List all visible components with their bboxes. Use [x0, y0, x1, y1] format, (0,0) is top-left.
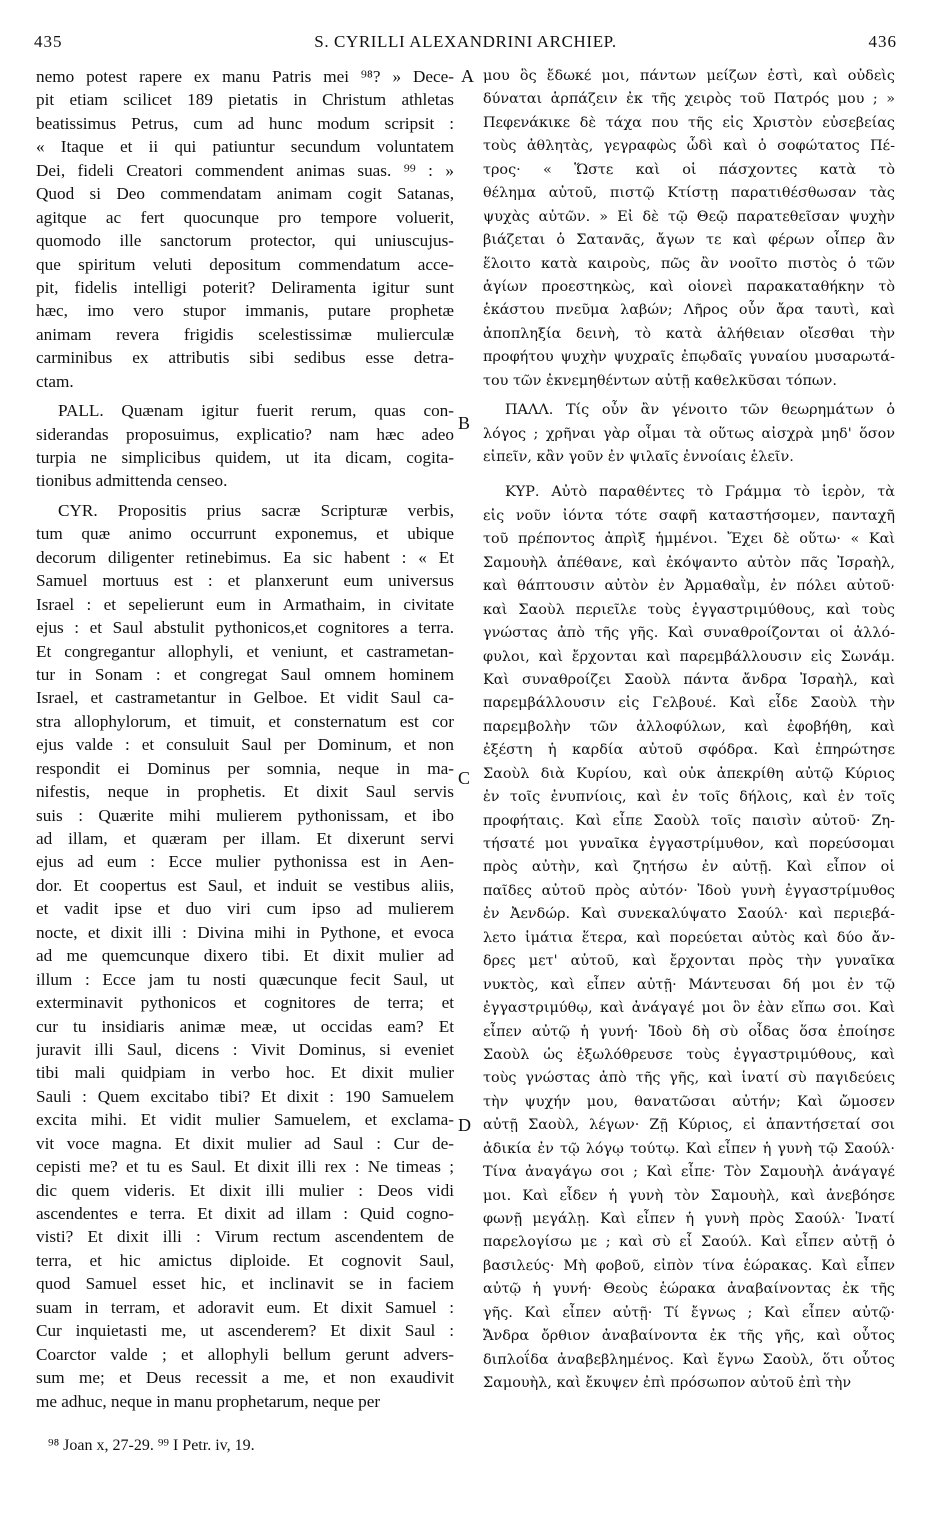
latin-text-line: exterminavit pythonicos et cognitores de terra; et: [36, 993, 454, 1013]
right-page-number: 436: [868, 32, 897, 51]
greek-text-line: φυλοι, καὶ ἔρχονται καὶ παρεμβάλλουσιν εἰς Σωνάμ.: [483, 648, 895, 665]
latin-text-line: stra allophylorum, et timuit, et consternatum est cor: [36, 711, 454, 731]
latin-text-line: CYR. Propositis prius sacræ Scripturæ verbis,: [58, 500, 454, 520]
margin-letter-a: A: [461, 66, 474, 86]
greek-text-line: λετο ἱμάτια ἕτερα, καὶ πορεύεται αὐτὸς καὶ δύο ἄν-: [483, 929, 895, 946]
latin-text-line: dor. Et coopertus est Saul, et induit se vestibus aliis,: [36, 875, 454, 895]
greek-text-line: θέλημα αὐτοῦ, πιστῷ Κτίστῃ παρατιθέσθωσαν τὰς: [483, 185, 895, 202]
greek-text-line: του τῶν ἐκνεμηθέντων αὐτῇ καθελκῦσαι τόπων.: [483, 372, 837, 389]
latin-text-line: animam revera frigidis scelestissimæ mulierculæ: [36, 324, 454, 344]
running-title: S. CYRILLI ALEXANDRINI ARCHIEP.: [314, 32, 617, 51]
latin-text-line: nifestis, neque in prophetis. Et dixit Saul servis: [36, 782, 454, 802]
latin-text-line: terra, et hic amictus diploide. Et cognovit Saul,: [36, 1250, 454, 1270]
greek-text-line: μοι. Καὶ εἶδεν ἡ γυνὴ τὸν Σαμουὴλ, καὶ ἀνεβόησε: [483, 1187, 895, 1204]
latin-text-line: quomodo ille sanctorum protector, qui uniuscujus-: [36, 231, 454, 251]
latin-text-line: Israel, et castrametantur in Gelboe. Et vidit Saul ca-: [36, 688, 454, 708]
latin-text-line: cur tu insidiaris animæ meæ, ut occidas eam? Et: [36, 1016, 454, 1036]
greek-text-line: καὶ Σαοὺλ περιεῖλε τοὺς ἐγγαστριμύθους, καὶ τοὺς: [483, 601, 895, 618]
latin-text-line: nemo potest rapere ex manu Patris mei ⁹⁸? » Dece-: [36, 67, 454, 86]
greek-text-line: Πεφενάκικε δὲ τάχα που τῆς εἰς Χριστὸν εὐσεβείας: [483, 114, 895, 131]
latin-text-line: excita mihi. Et vidit mulier Samuelem, et exclama-: [36, 1110, 454, 1130]
latin-text-line: turpia ne simplicibus quidem, ut ita dicam, cogita-: [36, 448, 454, 467]
greek-text-line: ἐξέστη ἡ καρδία αὐτοῦ σφόδρα. Καὶ ἐπηρώτησε: [483, 742, 895, 759]
greek-text-line: νυκτὸς, καὶ εἶπεν αὐτῇ· Μάντευσαι δή μοι ἐν τῷ: [483, 976, 895, 993]
latin-text-line: tibi mali quidpiam in verbo hoc. Et dixit mulier: [36, 1063, 454, 1083]
greek-text-line: φωνῇ μεγάλῃ. Καὶ εἶπεν ἡ γυνὴ πρὸς Σαούλ· Ἱνατί: [483, 1211, 895, 1227]
latin-text-line: Cur inquietasti me, ut ascenderem? Et dixit Saul :: [36, 1321, 454, 1341]
greek-text-line: βιάζεται ὁ Σατανᾶς, ἄγων τε καὶ φέρων οἷπερ ἂν: [483, 232, 895, 249]
greek-text-line: ἐν Ἀενδώρ. Καὶ συνεκαλύψατο Σαούλ· καὶ περιεβά-: [483, 906, 895, 923]
greek-text-line: Σαμουὴλ, καὶ ἔκυψεν ἐπὶ πρόσωπον αὐτοῦ ἐπὶ τὴν: [483, 1375, 852, 1392]
greek-text-line: παρεμβάλλουσιν εἰς Γελβουέ. Καὶ εἶδε Σαοὺλ τὴν: [483, 695, 895, 712]
latin-text-line: me adhuc, neque in manu prophetarum, neque per: [36, 1391, 381, 1411]
latin-text-line: ejus ad eum : Ecce mulier pythonissa est in Aen-: [36, 852, 454, 872]
latin-text-line: Dei, fideli Creatori commendent animas suas. ⁹⁹ : »: [36, 160, 454, 180]
greek-text-line: δύναται ἁρπάζειν ἐκ τῆς χειρὸς τοῦ Πατρός μου ; »: [483, 91, 895, 108]
greek-text-line: εἰπεῖν, κἂν γοῦν ἐν ψιλαῖς ἐννοίαις ἑλεῖν.: [483, 449, 794, 465]
greek-text-line: προφήτου ψυχὴν ψυχραῖς ἐπῳδαῖς γυναίου μυσαρωτά-: [483, 349, 895, 366]
greek-text-line: ΚΥΡ. Αὐτὸ παραθέντες τὸ Γράμμα τὸ ἱερὸν, τὰ: [505, 484, 895, 501]
latin-text-line: vit voce magna. Et dixit mulier ad Saul : Cur de-: [36, 1133, 454, 1153]
greek-text-line: ΠΑΛΛ. Τίς οὖν ἂν γένοιτο τῶν θεωρημάτων ὁ: [505, 402, 895, 419]
latin-text-line: agitque ac fert quocunque pro tempore voluerit,: [36, 207, 454, 227]
latin-text-line: suis : Quærite mihi mulierem pythonissam, et ibo: [36, 805, 454, 825]
greek-text-line: προφήταις. Καὶ εἶπε Σαοὺλ τοῖς παισὶν αὐτοῦ· Ζη-: [483, 812, 895, 829]
latin-text-line: ad me quemcunque dixero tibi. Et dixit mulier ad: [36, 946, 454, 966]
latin-text-line: pit etiam scilicet 189 pietatis in Christum athletas: [36, 90, 454, 110]
left-page-number: 435: [34, 32, 63, 51]
latin-text-line: ejus valde : et consuluit Saul per Dominum, et non: [36, 735, 454, 755]
footnotes: ⁹⁸ Joan x, 27-29. ⁹⁹ I Petr. iv, 19.: [48, 1437, 255, 1454]
latin-column: [36, 65, 454, 1413]
greek-text-line: δρες μετ' αὐτοῦ, καὶ ἔρχονται πρὸς τὴν γυναῖκα: [483, 953, 895, 970]
greek-text-line: Σαοὺλ διὰ Κυρίου, καὶ οὐκ ἀπεκρίθη αὐτῷ Κύριος: [483, 765, 895, 782]
page-header: [34, 32, 897, 56]
latin-text-line: ejus : et Saul abstulit pythonicos,et cognitores a terra.: [36, 618, 454, 638]
greek-text-line: τὴν ψυχήν μου, θανατῶσαι αὐτήν; Καὶ ὤμοσεν: [483, 1093, 895, 1110]
latin-text-line: PALL. Quænam igitur fuerit rerum, quas con-: [58, 401, 454, 421]
greek-text-line: ἀδικία ἐν τῷ λόγῳ τούτῳ. Καὶ εἶπεν ἡ γυνὴ τῷ Σαούλ·: [483, 1140, 895, 1157]
greek-text-line: διπλοΐδα ἀναβεβλημένος. Καὶ ἔγνω Σαοὺλ, ὅτι οὗτος: [483, 1351, 895, 1368]
greek-text-line: τοὺς γνώστας ἀπὸ τῆς γῆς, καὶ ἱνατί σὺ παγιδεύεις: [483, 1070, 895, 1087]
greek-text-line: Ἄνδρα ὄρθιον ἀναβαίνοντα ἐκ τῆς γῆς, καὶ οὗτος: [483, 1328, 895, 1345]
latin-text-line: ad illam, et quæram per illam. Et dixerunt servi: [36, 829, 454, 848]
greek-text-line: ἐν τοῖς ἐνυπνίοις, καὶ ἐν τοῖς δήλοις, καὶ ἐν τοῖς: [483, 789, 895, 806]
margin-letter-d: D: [458, 1115, 471, 1135]
latin-text-line: suam in terram, et adoravit eum. Et dixit Samuel :: [36, 1297, 454, 1317]
latin-text-line: Israel : et sepelierunt eum in Armathaim, in civitate: [36, 594, 454, 614]
greek-text-line: ἁγίων προεστηκὼς, καὶ οἱονεὶ παρακαταθήκην τὸ: [483, 278, 895, 295]
greek-text-line: γῆς. Καὶ εἶπεν αὐτῇ· Τί ἔγνως ; Καὶ εἶπεν αὐτῷ·: [483, 1304, 895, 1321]
latin-text-line: et vadit ipse et duo viri cum ipso ad mulierem: [36, 899, 454, 919]
latin-text-line: ascendentes e terra. Et dixit ad illam : Quid cogno-: [36, 1204, 454, 1223]
greek-text-line: μου ὃς ἔδωκέ μοι, πάντων μείζων ἐστὶ, καὶ οὐδεὶς: [483, 68, 895, 84]
greek-text-line: βασιλεύς· Μὴ φοβοῦ, εἰπὸν τίνα ἑώρακας. Καὶ εἶπεν: [483, 1257, 895, 1274]
greek-text-line: εἰς νοῦν ἰόντα τότε σαφῆ καταστήσομεν, πανταχῆ: [483, 507, 895, 524]
latin-text-line: Quod si Deo commendatam animam cogit Satanas,: [36, 184, 454, 204]
latin-text-line: Coarctor valde ; et allophyli bellum gerunt advers-: [36, 1344, 454, 1364]
greek-text-line: ἀποπληξία δεινὴ, τὸ κατὰ ἀλήθειαν οἴεσθαι τὴν: [483, 325, 895, 342]
greek-text-line: ἐγγαστριμύθῳ, καὶ ἀνάγαγέ μοι ὃν ἐὰν εἴπω σοι. Καὶ: [483, 1000, 895, 1017]
latin-text-line: cepisti me? et tu es Saul. Et dixit illi rex : Ne timeas ;: [36, 1157, 454, 1177]
latin-text-line: hæc, imo vero stupor immanis, putare prophetæ: [36, 301, 454, 321]
latin-text-line: tionibus admittenda censeo.: [36, 471, 228, 491]
greek-text-line: αὐτῇ Σαοὺλ, λέγων· Ζῇ Κύριος, εἰ ἀπαντήσεταί σοι: [483, 1117, 895, 1134]
latin-text-line: carminibus ex attributis sibi sedibus esse detra-: [36, 348, 454, 368]
greek-text-line: τήσατέ μοι γυναῖκα ἐγγαστρίμυθον, καὶ πορεύσομαι: [483, 836, 895, 852]
latin-text-line: nocte, et dixit illi : Divina mihi in Pythone, et evoca: [36, 922, 454, 942]
latin-text-line: juravit illi Saul, dicens : Vivit Dominus, si eveniet: [36, 1039, 454, 1059]
greek-text-line: τοὺς ἀθλητὰς, γεγραφὼς ὧδὶ καὶ ὁ σοφώτατος Πέ-: [483, 138, 895, 155]
greek-text-line: πρὸς αὐτὴν, καὶ ζητήσω ἐν αὐτῇ. Καὶ εἶπον οἱ: [483, 859, 895, 876]
latin-text-line: tur in Sonam : et congregat Saul omnem hominem: [36, 664, 454, 684]
greek-text-line: τρος· « Ὥστε καὶ οἱ πάσχοντες κατὰ τὸ: [483, 161, 895, 178]
latin-text-line: decorum diligenter retinebimus. Ea sic habent : « Et: [36, 547, 454, 567]
greek-text-line: γνώστας ἀπὸ τῆς γῆς. Καὶ συναθροίζονται οἱ ἀλλό-: [483, 625, 895, 642]
latin-text-line: pit, fidelis intelligi poterit? Deliramenta igitur sunt: [36, 277, 454, 297]
greek-text-line: καὶ θάπτουσιν αὐτὸν ἐν Ἀρμαθαῒμ, ἐν πόλει αὐτοῦ·: [483, 578, 895, 595]
margin-letter-c: C: [458, 768, 471, 788]
greek-text-line: ψυχὰς αὐτῶν. » Εἰ δὲ τῷ Θεῷ παρατεθεῖσαν ψυχὴν: [483, 208, 895, 225]
greek-text-line: Σαοὺλ ὡς ἐξωλόθρευσε τοὺς ἐγγαστριμύθους, καὶ: [483, 1046, 895, 1063]
greek-text-line: Καὶ συναθροίζει Σαοὺλ πάντα ἄνδρα Ἰσραὴλ, καὶ: [483, 671, 895, 688]
latin-text-line: illum : Ecce jam tu nosti quæcunque fecit Saul, ut: [36, 969, 454, 989]
latin-text-line: ctam.: [36, 371, 74, 391]
greek-text-line: ἕλοιτο κατὰ καιροὺς, πῶς ἂν νοοῖτο πιστὸς ὁ τῶν: [483, 255, 895, 272]
latin-text-line: beatissimus Petrus, cum ad hunc modum scripsit :: [36, 113, 454, 133]
latin-text-line: « Itaque et ii qui patiuntur secundum voluntatem: [36, 137, 454, 157]
greek-text-line: λόγος ; χρῆναι γὰρ οἶμαι τὰ οὕτως αἰσχρὰ μηδ' ὅσον: [483, 425, 895, 442]
latin-text-line: dic quem videris. Et dixit illi mulier : Deos vidi: [36, 1180, 454, 1200]
greek-column: [483, 65, 895, 1396]
latin-text-line: sum me; et Deus recessit a me, et non exaudivit: [36, 1368, 454, 1388]
latin-text-line: visti? Et dixit illi : Virum rectum ascendentem de: [36, 1227, 454, 1247]
greek-text-line: παρελογίσω με ; καὶ σὺ εἶ Σαούλ. Καὶ εἶπεν αὐτῇ ὁ: [483, 1234, 895, 1251]
latin-text-line: Sauli : Quem excitabo tibi? Et dixit : 190 Samuelem: [36, 1086, 454, 1106]
latin-text-line: tum quæ animo occurrunt exponemus, et ubique: [36, 524, 454, 544]
latin-text-line: Et congregantur allophyli, et veniunt, et castrametan-: [36, 641, 454, 661]
latin-text-line: siderandas proposuimus, explicatio? nam hæc adeo: [36, 424, 454, 444]
greek-text-line: Τίνα ἀναγάγω σοι ; Καὶ εἶπε· Τὸν Σαμουὴλ ἀνάγαγέ: [483, 1164, 895, 1181]
latin-text-line: respondit ei Dominus per somnia, neque in ma-: [36, 758, 454, 778]
greek-text-line: τοῦ πρέποντος ἀπρὶξ ἡμμένοι. Ἔχει δὲ οὕτω· « Καὶ: [483, 531, 895, 548]
latin-text-line: quod Samuel esset hic, et inclinavit se in faciem: [36, 1274, 454, 1294]
greek-text-line: παῖδες αὐτοῦ πρὸς αὐτόν· Ἰδοὺ γυνὴ ἐγγαστρίμυθος: [483, 882, 895, 899]
greek-text-line: αὐτῷ ἡ γυνή· Θεοὺς ἑώρακα ἀναβαίνοντας ἐκ τῆς: [483, 1281, 895, 1298]
margin-letter-b: B: [458, 413, 471, 433]
greek-text-line: παρεμβολὴν τῶν ἀλλοφύλων, καὶ ἐφοβήθη, καὶ: [483, 718, 895, 735]
latin-text-line: Samuel mortuus est : et planxerunt eum universus: [36, 571, 454, 591]
greek-text-line: εἶπεν αὐτῷ ἡ γυνή· Ἰδοὺ δὴ σὺ οἶδας ὅσα ἐποίησε: [483, 1023, 895, 1040]
greek-text-line: Σαμουὴλ ἀπέθανε, καὶ ἐκόψαντο αὐτὸν πᾶς Ἰσραὴλ,: [483, 554, 895, 571]
greek-text-line: ἑκάστου πνεῦμα λαβών; Λῆρος οὖν ἄρα ταυτὶ, καὶ: [483, 302, 895, 319]
latin-text-line: que spiritum veluti depositum commendatum acce-: [36, 254, 454, 274]
